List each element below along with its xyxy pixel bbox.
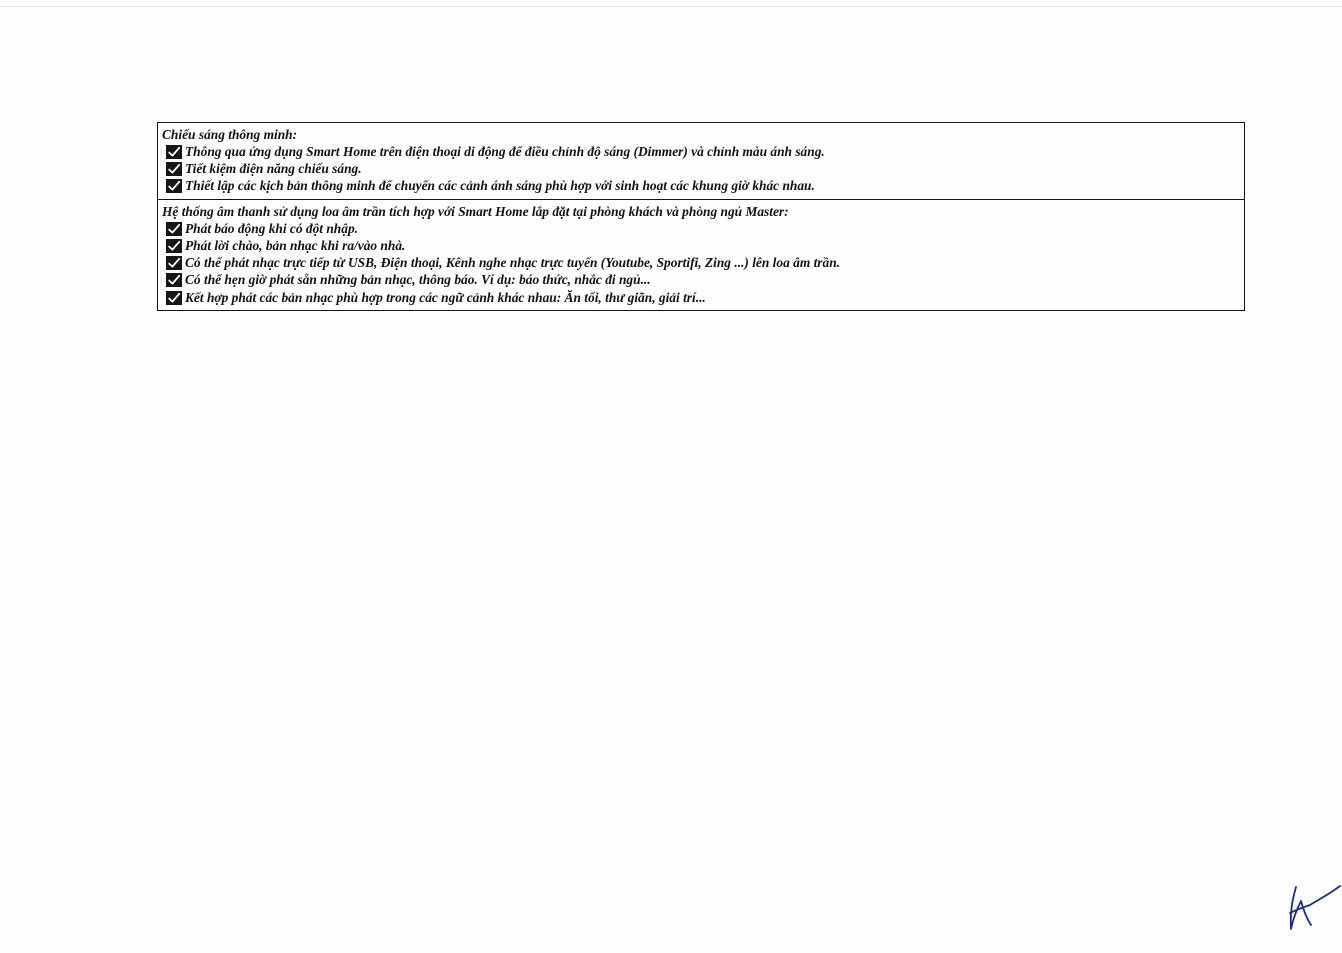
scan-edge-line: [0, 6, 1342, 7]
list-item: [162, 289, 1240, 306]
list-item: [162, 178, 1240, 195]
list-item-text: Có thể phát nhạc trực tiếp từ USB, Điện thoại, Kênh nghe nhạc trực tuyến (Youtube, Sportifi, Zing ...) lên loa âm trần.: [185, 255, 841, 271]
list-item-text: Tiết kiệm điện năng chiếu sáng.: [185, 160, 362, 176]
list-item: [162, 160, 1240, 177]
list-item-text: Có thể hẹn giờ phát sẵn những bản nhạc, thông báo. Ví dụ: báo thức, nhắc đi ngủ...: [185, 272, 651, 288]
checkbox-checked-icon: [166, 273, 182, 287]
list-item-text: Phát lời chào, bản nhạc khi ra/vào nhà.: [185, 237, 406, 253]
list-item-text: Thiết lập các kịch bản thông minh để chuyển các cảnh ánh sáng phù hợp với sinh hoạt các khung giờ khác nhau.: [185, 178, 815, 194]
checkbox-checked-icon: [166, 179, 182, 193]
audio-heading: Hệ thống âm thanh sử dụng loa âm trần tích hợp với Smart Home lắp đặt tại phòng khách và phòng ngủ Master:: [162, 203, 789, 219]
lighting-heading: Chiếu sáng thông minh:: [162, 127, 298, 142]
lighting-section: [158, 123, 1244, 199]
list-item-text: Kết hợp phát các bản nhạc phù hợp trong các ngữ cảnh khác nhau: Ăn tối, thư giãn, giải trí...: [185, 289, 706, 305]
audio-section: [158, 199, 1244, 310]
list-item-text: Thông qua ứng dụng Smart Home trên điện thoại di động để điều chỉnh độ sáng (Dimmer) và chỉnh màu ánh sáng.: [185, 143, 825, 159]
checkbox-checked-icon: [166, 162, 182, 176]
list-item: [162, 237, 1240, 254]
list-item: [162, 254, 1240, 271]
list-item-text: Phát báo động khi có đột nhập.: [185, 220, 358, 236]
list-item: [162, 220, 1240, 237]
checkbox-checked-icon: [166, 291, 182, 305]
list-item: [162, 272, 1240, 289]
checkbox-checked-icon: [166, 256, 182, 270]
checkbox-checked-icon: [166, 239, 182, 253]
checkbox-checked-icon: [166, 145, 182, 159]
handwritten-signature: [1284, 883, 1342, 935]
smart-home-spec-table: [157, 122, 1245, 311]
list-item: [162, 143, 1240, 160]
checkbox-checked-icon: [166, 222, 182, 236]
